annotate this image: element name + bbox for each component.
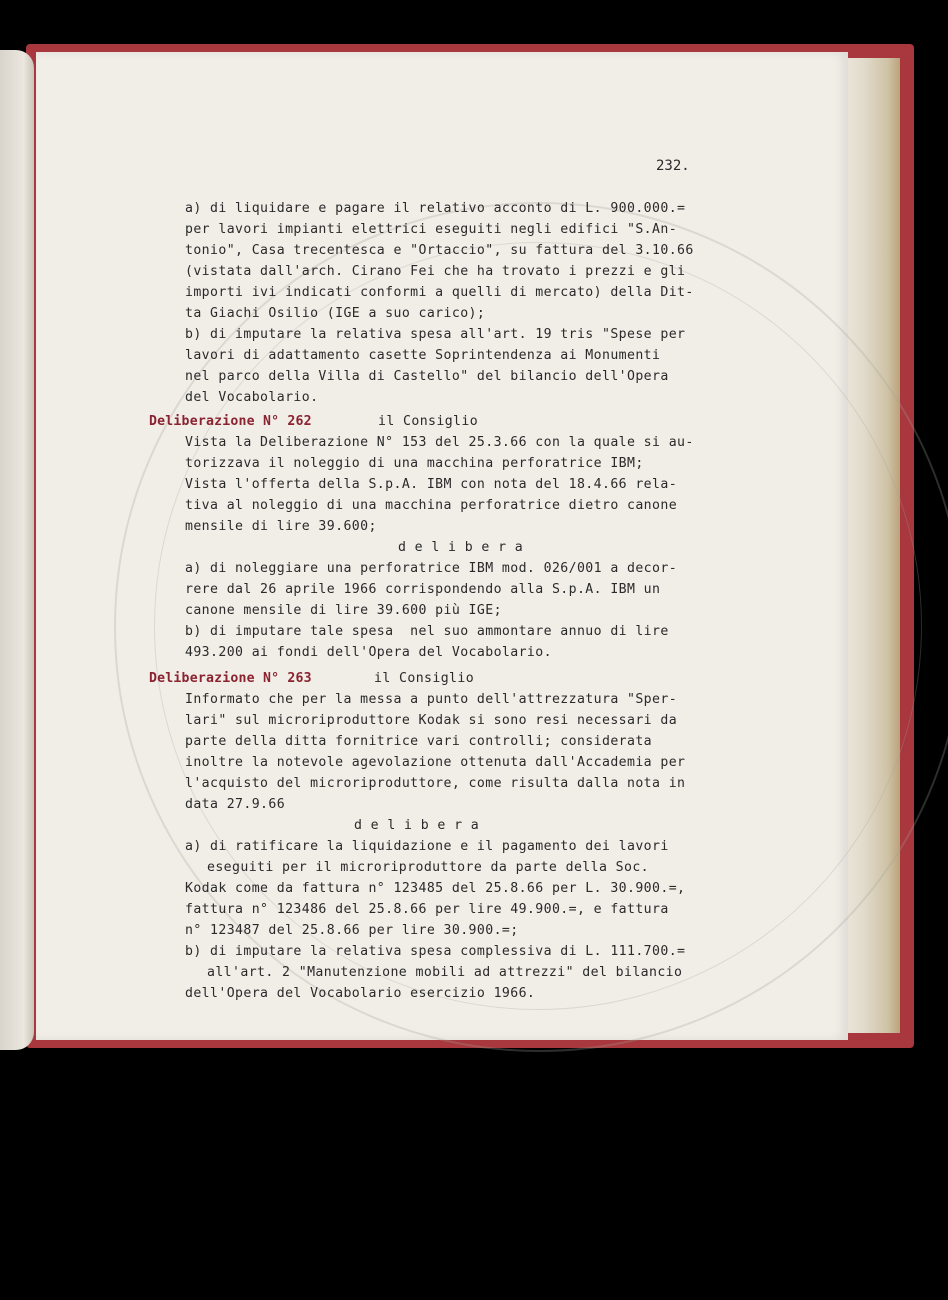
text-line: il Consiglio (374, 671, 475, 686)
text-line: inoltre la notevole agevolazione ottenuta dall'Accademia per (185, 755, 686, 770)
text-line: mensile di lire 39.600; (185, 519, 377, 534)
text-line: tonio", Casa trecentesca e "Ortaccio", su fattura del 3.10.66 (185, 243, 694, 258)
text-line: a) di noleggiare una perforatrice IBM mod. 026/001 a decor- (185, 561, 678, 576)
text-line: per lavori impianti elettrici eseguiti negli edifici "S.An- (185, 222, 678, 237)
text-line: 493.200 ai fondi dell'Opera del Vocabolario. (185, 645, 552, 660)
text-line: Kodak come da fattura n° 123485 del 25.8.66 per L. 30.900.=, (185, 881, 686, 896)
text-line: dell'Opera del Vocabolario esercizio 1966. (185, 986, 536, 1001)
text-line: n° 123487 del 25.8.66 per lire 30.900.=; (185, 923, 519, 938)
text-line: Vista l'offerta della S.p.A. IBM con nota del 18.4.66 rela- (185, 477, 678, 492)
page-number: 232. (656, 158, 690, 174)
text-line: d e l i b e r a (354, 818, 480, 833)
text-line: Vista la Deliberazione N° 153 del 25.3.66 con la quale si au- (185, 435, 694, 450)
text-line: (vistata dall'arch. Cirano Fei che ha trovato i prezzi e gli (185, 264, 686, 279)
text-line: parte della ditta fornitrice vari controlli; considerata (185, 734, 653, 749)
text-line: d e l i b e r a (398, 540, 524, 555)
text-line: il Consiglio (378, 414, 479, 429)
text-line: a) di ratificare la liquidazione e il pagamento dei lavori (185, 839, 669, 854)
text-line: nel parco della Villa di Castello" del bilancio dell'Opera (185, 369, 669, 384)
deliberation-heading-262: Deliberazione N° 262 (149, 414, 312, 429)
text-line: importi ivi indicati conformi a quelli di mercato) della Dit- (185, 285, 694, 300)
text-line: del Vocabolario. (185, 390, 319, 405)
text-line: canone mensile di lire 39.600 più IGE; (185, 603, 502, 618)
text-line: all'art. 2 "Manutenzione mobili ad attrezzi" del bilancio (207, 965, 683, 980)
text-line: rere dal 26 aprile 1966 corrispondendo alla S.p.A. IBM un (185, 582, 661, 597)
text-line: tiva al noleggio di una macchina perforatrice dietro canone (185, 498, 678, 513)
text-line: data 27.9.66 (185, 797, 286, 812)
text-line: fattura n° 123486 del 25.8.66 per lire 49.900.=, e fattura (185, 902, 669, 917)
text-line: b) di imputare tale spesa nel suo ammontare annuo di lire (185, 624, 669, 639)
text-line: torizzava il noleggio di una macchina perforatrice IBM; (185, 456, 644, 471)
deliberation-heading-263: Deliberazione N° 263 (149, 671, 312, 686)
text-line: b) di imputare la relativa spesa all'art. 19 tris "Spese per (185, 327, 686, 342)
text-line: l'acquisto del microriproduttore, come risulta dalla nota in (185, 776, 686, 791)
text-line: Informato che per la messa a punto dell'attrezzatura "Sper- (185, 692, 678, 707)
text-line: lavori di adattamento casette Soprintendenza ai Monumenti (185, 348, 661, 363)
text-line: a) di liquidare e pagare il relativo acconto di L. 900.000.= (185, 201, 686, 216)
text-line: b) di imputare la relativa spesa complessiva di L. 111.700.= (185, 944, 686, 959)
text-line: lari" sul microriproduttore Kodak si sono resi necessari da (185, 713, 678, 728)
facing-page-edge (0, 50, 34, 1050)
text-line: eseguiti per il microriproduttore da parte della Soc. (207, 860, 649, 875)
text-line: ta Giachi Osilio (IGE a suo carico); (185, 306, 486, 321)
